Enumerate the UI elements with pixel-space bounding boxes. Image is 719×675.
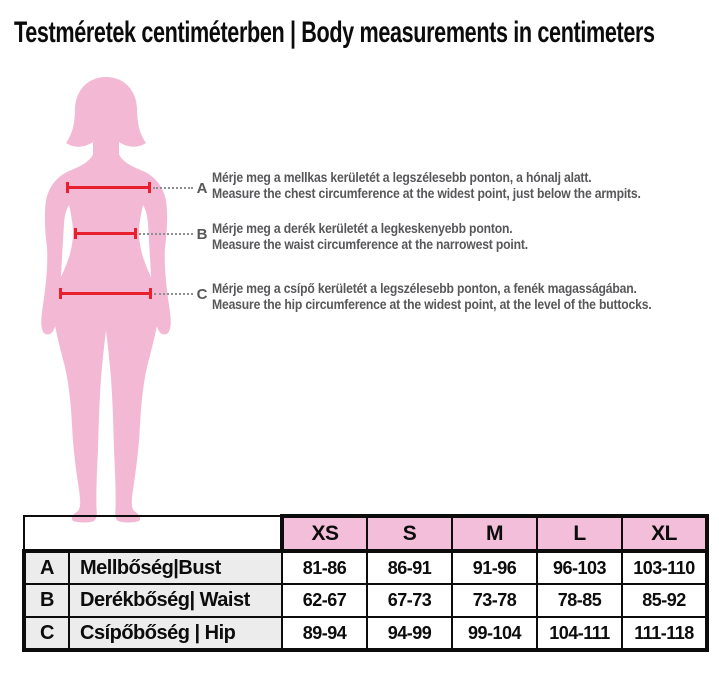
chest-note — [212, 170, 641, 201]
table-row-bust — [24, 551, 707, 584]
bust-l: 96-103 — [537, 551, 622, 584]
row-label: Csípőbőség | Hip — [69, 617, 282, 650]
waist-xs: 62-67 — [282, 584, 367, 617]
waist-xl: 85-92 — [622, 584, 707, 617]
hip-note — [212, 281, 652, 312]
size-header-l: L — [537, 516, 622, 551]
row-letter: B — [24, 584, 69, 617]
row-letter: A — [24, 551, 69, 584]
hip-note-hu: Mérje meg a csípő kerületét a legszélesebb ponton, a fenék magasságában. — [212, 280, 637, 296]
table-row-waist — [24, 584, 707, 617]
hip-l: 104-111 — [537, 617, 622, 650]
row-label: Derékbőség| Waist — [69, 584, 282, 617]
waist-s: 67-73 — [367, 584, 452, 617]
waist-measure-line — [74, 232, 137, 235]
point-letter-c: C — [196, 286, 208, 303]
waist-dotted-connector — [139, 233, 193, 235]
hip-dotted-connector — [154, 293, 193, 295]
waist-note-hu: Mérje meg a derék kerületét a legkeskenyebb ponton. — [212, 220, 513, 236]
size-header-xs: XS — [282, 516, 367, 551]
hip-note-en: Measure the hip circumference at the widest point, at the level of the buttocks. — [212, 295, 652, 312]
hip-m: 99-104 — [452, 617, 537, 650]
hip-measure-line — [59, 292, 152, 295]
chest-dotted-connector — [153, 187, 193, 189]
size-header-m: M — [452, 516, 537, 551]
waist-note — [212, 221, 528, 252]
size-header-row — [24, 516, 707, 551]
bust-s: 86-91 — [367, 551, 452, 584]
table-header-spacer — [24, 516, 282, 551]
female-silhouette-image — [38, 75, 174, 527]
row-label: Mellbőség|Bust — [69, 551, 282, 584]
size-table — [22, 514, 709, 652]
hip-xl: 111-118 — [622, 617, 707, 650]
chest-measure-line — [66, 186, 151, 189]
hip-xs: 89-94 — [282, 617, 367, 650]
row-letter: C — [24, 617, 69, 650]
bust-xl: 103-110 — [622, 551, 707, 584]
size-header-s: S — [367, 516, 452, 551]
waist-l: 78-85 — [537, 584, 622, 617]
page-title: Testméretek centiméterben | Body measurements in centimeters — [14, 16, 655, 49]
waist-note-en: Measure the waist circumference at the narrowest point. — [212, 235, 529, 252]
waist-m: 73-78 — [452, 584, 537, 617]
chest-note-hu: Mérje meg a mellkas kerületét a legszélesebb ponton, a hónalj alatt. — [212, 169, 592, 185]
bust-xs: 81-86 — [282, 551, 367, 584]
size-header-xl: XL — [622, 516, 707, 551]
point-letter-a: A — [196, 180, 208, 197]
table-row-hip — [24, 617, 707, 650]
bust-m: 91-96 — [452, 551, 537, 584]
point-letter-b: B — [196, 226, 208, 243]
hip-s: 94-99 — [367, 617, 452, 650]
chest-note-en: Measure the chest circumference at the widest point, just below the armpits. — [212, 184, 641, 201]
